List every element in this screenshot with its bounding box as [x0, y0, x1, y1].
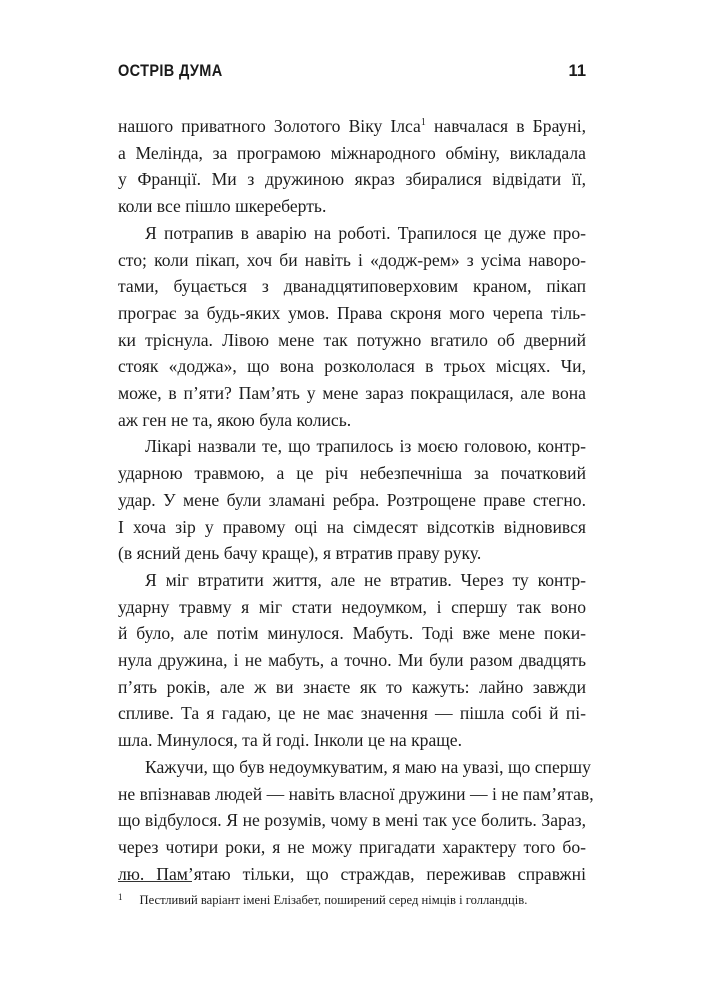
text-line: ударну травму я міг стати недоумком, і спершу так воно: [118, 596, 586, 617]
page-number: 11: [568, 62, 586, 80]
text-line: стояк «доджа», що вона розкололася в трьох місцях. Чи,: [118, 356, 586, 377]
text-line: Я потрапив в аварію на роботі. Трапилося це дуже про-: [145, 222, 586, 243]
running-title: ОСТРІВ ДУМА: [118, 62, 223, 80]
text-line: коли все пішло шкереберть.: [118, 196, 327, 217]
text-line: тами, буцається з дванадцятиповерховим краном, пікап: [118, 276, 586, 297]
body-text: [118, 113, 594, 887]
text-line: ки тріснула. Лівою мене так потужно вгатило об дверний: [118, 329, 586, 350]
footnote-marker: 1: [118, 892, 123, 902]
paragraph-1: [118, 113, 586, 220]
text-line: у Франції. Ми з дружиною якраз збиралися відвідати її,: [118, 169, 586, 190]
text-line: Лікарі назвали те, що трапилось із моєю головою, контр-: [145, 436, 586, 457]
text-line: лю. Пам’ятаю тільки, що страждав, переживав справжні: [118, 863, 586, 884]
text-line: через чотири роки, я не можу пригадати характеру того бо-: [118, 836, 586, 857]
text-line: спливе. Та я гадаю, це не має значення — пішла собі й пі-: [118, 703, 586, 724]
text-line: не впізнавав людей — навіть власної дружини — і не пам’ятав,: [118, 783, 594, 804]
text-line: п’ять років, але ж ви знаєте як то кажуть: лайно завжди: [118, 676, 586, 697]
text-line: І хоча зір у правому оці на сімдесят відсотків відновився: [118, 516, 586, 537]
page-header: [118, 62, 586, 86]
text-line: удар. У мене були зламані ребра. Розтрощене праве стегно.: [118, 489, 586, 510]
text-line: (в ясний день бачу краще), я втратив праву руку.: [118, 543, 482, 564]
footnote-reference[interactable]: 1: [420, 117, 426, 128]
text-line: сто; коли пікап, хоч би навіть і «додж-рем» з усіма наворо-: [118, 249, 586, 270]
text-line: й було, але потім минулося. Мабуть. Тоді вже мене поки-: [118, 623, 586, 644]
footnote-divider: [118, 881, 192, 882]
text-line: шла. Минулося, та й годі. Інколи це на краще.: [118, 730, 463, 751]
text-line: ударною травмою, а це річ небезпечніша за початковий: [118, 463, 586, 484]
paragraph-5: [118, 754, 594, 888]
text-line: нашого приватного Золотого Віку Ілса$^1$ навчалася в Брауні,: [118, 116, 586, 136]
paragraph-4: [118, 567, 586, 754]
text-line: Кажучи, що був недоумкуватим, я маю на увазі, що спершу: [145, 756, 591, 777]
text-line: програє за будь-яких умов. Права скроня мого черепа тіль-: [118, 302, 586, 323]
text-line: нула дружина, і не мабуть, а точно. Ми були разом двадцять: [118, 650, 586, 671]
footnote-text: Пестливий варіант імені Елізабет, поширений серед німців і голландців.: [139, 893, 528, 907]
paragraph-3: [118, 433, 586, 567]
text-line: аж ген не та, якою була колись.: [118, 409, 352, 430]
text-line: може, в п’яти? Пам’ять у мене зараз покращилася, але вона: [118, 383, 586, 404]
text-line: Я міг втратити життя, але не втратив. Через ту контр-: [145, 569, 586, 590]
footnote: [118, 892, 586, 909]
text-line: що відбулося. Я не розумів, чому в мені так усе болить. Зараз,: [118, 810, 586, 831]
text-line: а Мелінда, за програмою міжнародного обміну, викладала: [118, 142, 586, 163]
paragraph-2: [118, 220, 586, 434]
